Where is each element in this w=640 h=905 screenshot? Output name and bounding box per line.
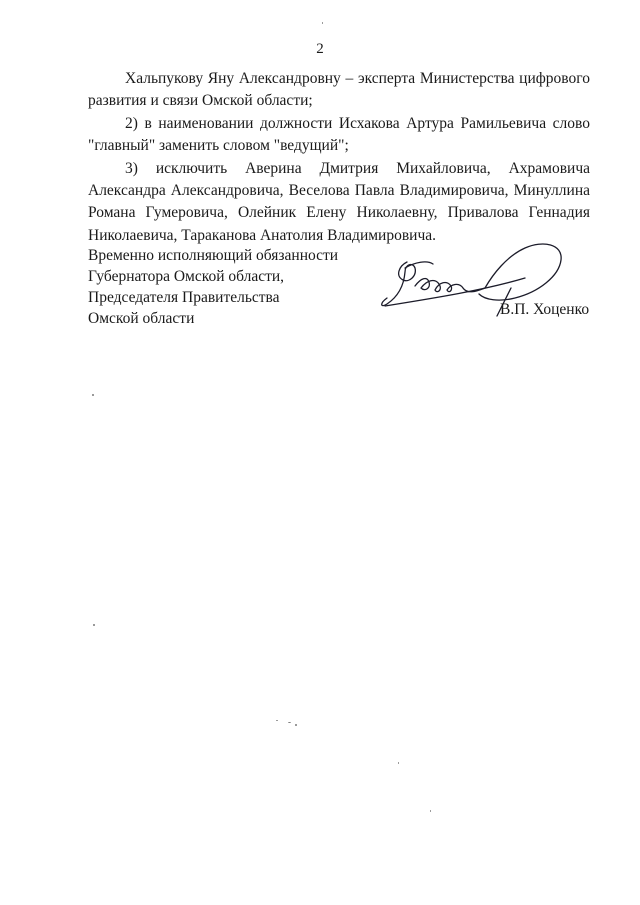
scan-speck	[430, 810, 431, 812]
scan-speck	[322, 22, 323, 24]
scan-speck	[288, 722, 291, 723]
scan-speck	[398, 762, 399, 764]
scan-speck	[92, 394, 94, 396]
paragraph-2: 2) в наименовании должности Исхакова Артура Рамильевича слово "главный" заменить словом "ведущий";	[88, 114, 590, 155]
scan-speck	[295, 724, 297, 726]
signer-position-line: Губернатора Омской области,	[88, 268, 285, 285]
signer-name: В.П. Хоценко	[500, 301, 590, 318]
paragraph-1: Хальпукову Яну Александровну – эксперта Министерства цифрового развития и связи Омской области;	[88, 70, 590, 110]
signer-position	[88, 245, 348, 329]
document-body	[88, 68, 590, 247]
signer-position-line: Председателя Правительства	[88, 289, 280, 306]
signer-position-line: Омской области	[88, 310, 195, 327]
scan-speck	[93, 624, 95, 626]
page-number: 2	[316, 41, 324, 57]
signer-position-line: Временно исполняющий обязанности	[88, 247, 339, 264]
scan-speck	[276, 720, 278, 721]
paragraph-3: 3) исключить Аверина Дмитрия Михайловича, Ахрамовича Александра Александровича, Веселова Павла Владимировича, Минуллина Романа Гумеровича, Олейник Елену Николаевну, Привалова Геннадия Николаевича, Тараканова Анатолия Владимировича.	[88, 159, 590, 244]
